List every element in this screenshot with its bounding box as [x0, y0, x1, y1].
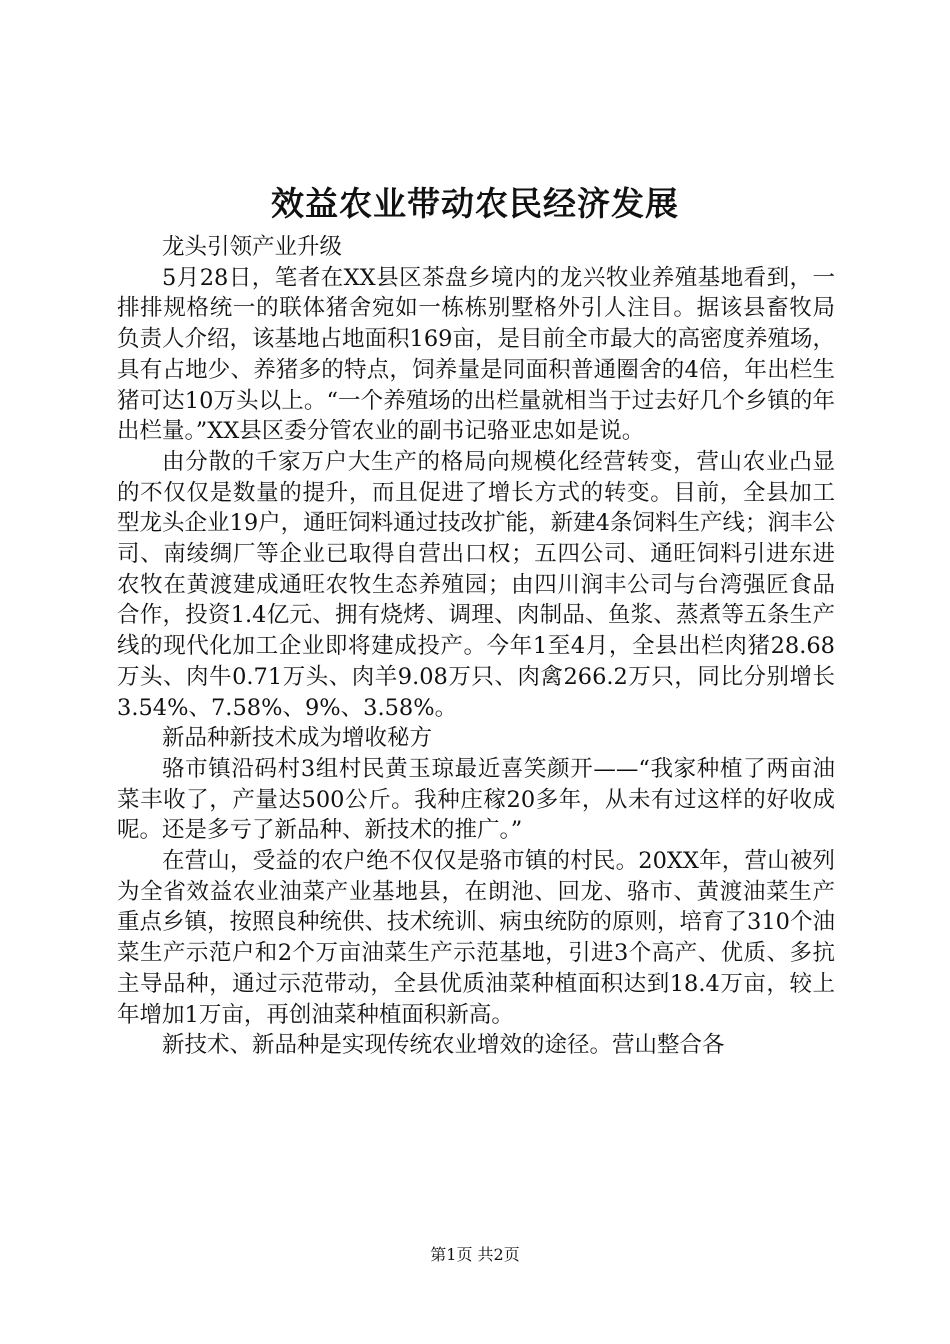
- page-footer: 第1页 共2页: [430, 1245, 520, 1264]
- body-paragraph: 新技术、新品种是实现传统农业增效的途径。营山整合各: [162, 1032, 725, 1059]
- section-heading: 龙头引领产业升级: [162, 234, 343, 260]
- document-title: 效益农业带动农民经济发展: [271, 184, 679, 223]
- body-paragraph: 5月28日，笔者在XX县区茶盘乡境内的龙兴牧业养殖基地看到，一排排规格统一的联体猪舍宛如一栋栋别墅格外引人注目。据该县畜牧局负责人介绍，该基地占地面积169亩，是目前全市最大的高密度养殖场，具有占地少、养猪多的特点，饲养量是同面积普通圈舍的4倍，年出栏生猪可达10万头以上。“一个养殖场的出栏量就相当于过去好几个乡镇的年出栏量。”XX县区委分管农业的副书记骆亚忠如是说。: [117, 264, 835, 445]
- body-paragraph: 由分散的千家万户大生产的格局向规模化经营转变，营山农业凸显的不仅仅是数量的提升，而且促进了增长方式的转变。目前，全县加工型龙头企业19户，通旺饲料通过技改扩能，新建4条饲料生产线；润丰公司、南绫绸厂等企业已取得自营出口权；五四公司、通旺饲料引进东进农牧在黄渡建成通旺农牧生态养殖园；由四川润丰公司与台湾强匠食品合作，投资1.4亿元、拥有烧烤、调理、肉制品、鱼浆、蒸煮等五条生产线的现代化加工企业即将建成投产。今年1至4月，全县出栏肉猪28.68万头、肉牛0.71万头、肉羊9.08万只、肉禽266.2万只，同比分别增长3.54%、7.58%、9%、3.58%。: [117, 448, 835, 721]
- body-paragraph: 在营山，受益的农户绝不仅仅是骆市镇的村民。20XX年，营山被列为全省效益农业油菜产业基地县，在朗池、回龙、骆市、黄渡油菜生产重点乡镇，按照良种统供、技术统训、病虫统防的原则，培育了310个油菜生产示范户和2个万亩油菜生产示范基地，引进3个高产、优质、多抗主导品种，通过示范带动，全县优质油菜种植面积达到18.4万亩，较上年增加1万亩，再创油菜种植面积新高。: [117, 848, 835, 1028]
- section-heading: 新品种新技术成为增收秘方: [162, 725, 433, 752]
- document-body: [117, 232, 835, 1061]
- body-paragraph: 骆市镇沿码村3组村民黄玉琼最近喜笑颜开——“我家种植了两亩油菜丰收了，产量达500公斤。我种庄稼20多年，从未有过这样的好收成呢。还是多亏了新品种、新技术的推广。”: [117, 755, 835, 844]
